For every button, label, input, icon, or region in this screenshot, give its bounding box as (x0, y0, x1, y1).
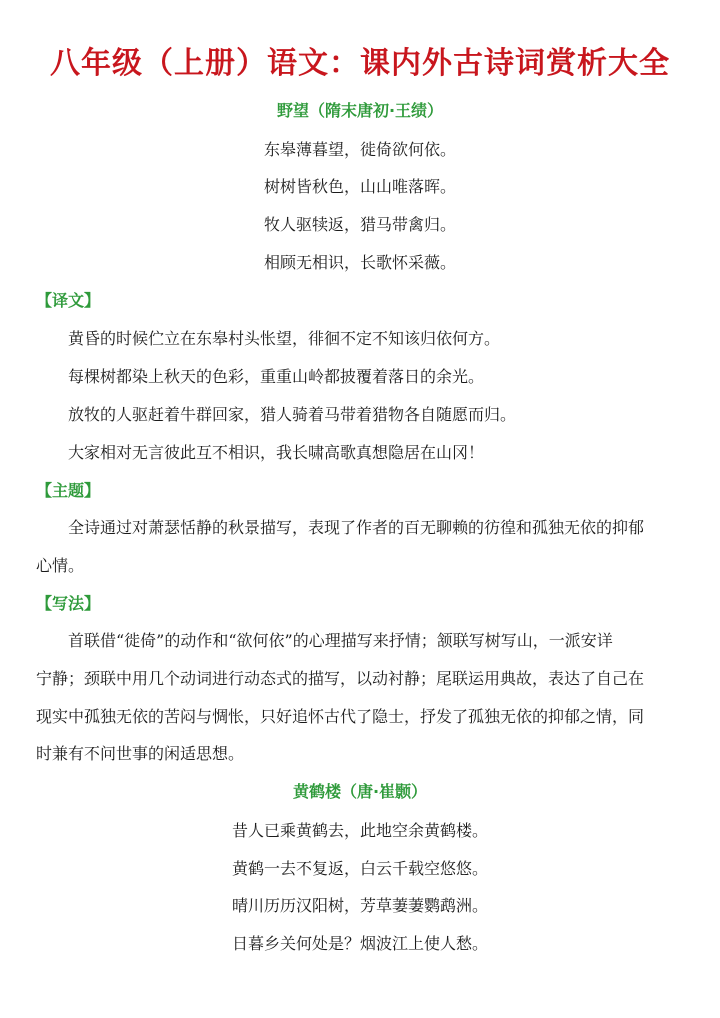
poem-line: 东皋薄暮望，徙倚欲何依。 (263, 140, 456, 159)
poem-line: 晴川历历汉阳树，芳草萋萋鹦鹉洲。 (231, 896, 488, 915)
technique-line: 时兼有不问世事的闲适思想。 (36, 744, 245, 763)
poem-line: 日暮乡关何处是？烟波江上使人愁。 (231, 934, 488, 953)
page-title: 八年级（上册）语文：课内外古诗词赏析大全 (50, 46, 670, 81)
theme-heading: 【主题】 (36, 481, 101, 500)
translation-heading: 【译文】 (36, 291, 101, 310)
poem-line: 树树皆秋色，山山唯落晖。 (263, 177, 456, 196)
poem-line: 黄鹤一去不复返，白云千载空悠悠。 (231, 859, 488, 878)
theme-line: 全诗通过对萧瑟恬静的秋景描写，表现了作者的百无聊赖的彷徨和孤独无依的抑郁 (68, 518, 645, 537)
technique-line: 首联借“徙倚”的动作和“欲何依”的心理描写来抒情；颔联写树写山，一派安详 (68, 631, 613, 650)
poem-title-huanghelou: 黄鹤楼（唐·崔颢） (292, 782, 428, 801)
translation-line: 黄昏的时候伫立在东皋村头怅望，徘徊不定不知该归依何方。 (68, 329, 501, 348)
translation-line: 大家相对无言彼此互不相识，我长啸高歌真想隐居在山冈！ (68, 443, 485, 462)
translation-line: 放牧的人驱赶着牛群回家，猎人骑着马带着猎物各自随愿而归。 (68, 405, 517, 424)
technique-heading: 【写法】 (36, 594, 101, 613)
translation-line: 每棵树都染上秋天的色彩，重重山岭都披覆着落日的余光。 (68, 367, 485, 386)
poem-line: 昔人已乘黄鹤去，此地空余黄鹤楼。 (231, 821, 488, 840)
technique-line: 现实中孤独无依的苦闷与惆怅，只好追怀古代了隐士，抒发了孤独无依的抑郁之情，同 (36, 707, 645, 726)
poem-line: 相顾无相识，长歌怀采薇。 (263, 253, 456, 272)
poem-line: 牧人驱犊返，猎马带禽归。 (263, 215, 456, 234)
technique-line: 宁静；颈联中用几个动词进行动态式的描写，以动衬静；尾联运用典故，表达了自己在 (36, 669, 645, 688)
poem-title-yewang: 野望（隋末唐初·王绩） (276, 101, 444, 120)
theme-line: 心情。 (36, 556, 85, 575)
